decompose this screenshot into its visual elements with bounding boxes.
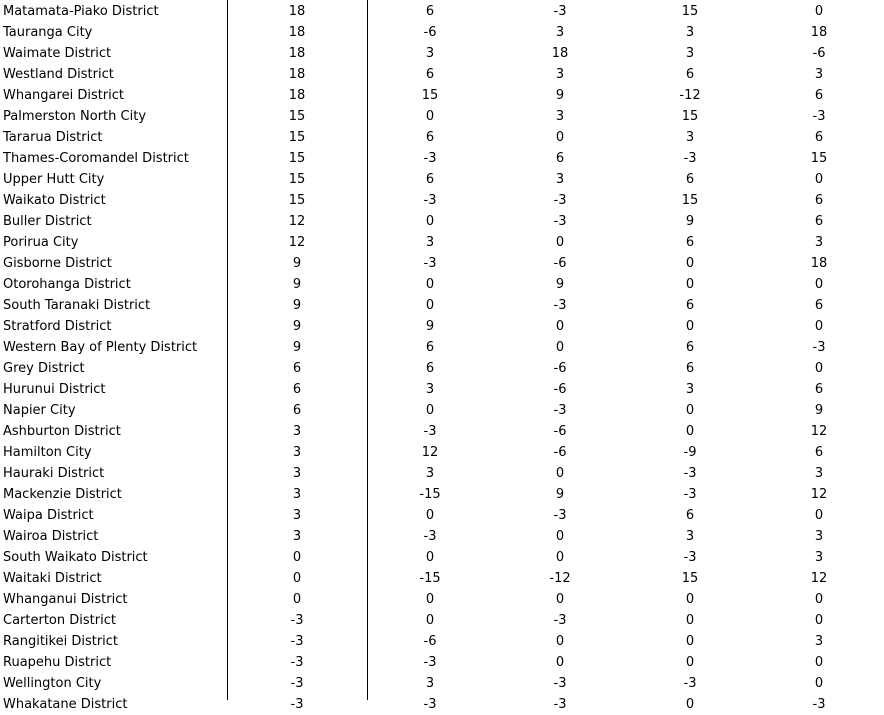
value-cell[interactable]: -3 <box>683 151 697 166</box>
district-name-cell[interactable]: Napier City <box>3 403 76 418</box>
value-cell[interactable]: 0 <box>685 319 695 334</box>
value-cell[interactable]: 3 <box>292 424 302 439</box>
value-cell[interactable]: 0 <box>814 4 824 19</box>
value-cell[interactable]: 0 <box>425 298 435 313</box>
value-cell[interactable]: 3 <box>292 445 302 460</box>
value-cell[interactable]: 0 <box>814 676 824 691</box>
value-cell[interactable]: -3 <box>290 613 304 628</box>
value-cell[interactable]: 18 <box>810 25 828 40</box>
value-cell[interactable]: 9 <box>814 403 824 418</box>
value-cell[interactable]: 9 <box>292 256 302 271</box>
value-cell[interactable]: 0 <box>292 592 302 607</box>
district-name-cell[interactable]: Waitaki District <box>3 571 102 586</box>
value-cell[interactable]: 3 <box>292 487 302 502</box>
value-cell[interactable]: 18 <box>288 25 306 40</box>
value-cell[interactable]: 0 <box>425 550 435 565</box>
value-cell[interactable]: 15 <box>421 88 439 103</box>
value-cell[interactable]: 15 <box>288 109 306 124</box>
district-name-cell[interactable]: Mackenzie District <box>3 487 122 502</box>
district-name-cell[interactable]: Whakatane District <box>3 697 128 712</box>
district-name-cell[interactable]: Stratford District <box>3 319 112 334</box>
value-cell[interactable]: -6 <box>423 634 437 649</box>
value-cell[interactable]: 0 <box>555 340 565 355</box>
value-cell[interactable]: 6 <box>292 361 302 376</box>
value-cell[interactable]: 0 <box>555 319 565 334</box>
value-cell[interactable]: 6 <box>425 4 435 19</box>
value-cell[interactable]: 12 <box>421 445 439 460</box>
value-cell[interactable]: -3 <box>812 109 826 124</box>
value-cell[interactable]: -3 <box>423 151 437 166</box>
value-cell[interactable]: 0 <box>685 592 695 607</box>
value-cell[interactable]: 0 <box>555 130 565 145</box>
table-row <box>0 85 884 106</box>
table-row <box>0 274 884 295</box>
value-cell[interactable]: 6 <box>425 172 435 187</box>
district-name-cell[interactable]: South Taranaki District <box>3 298 151 313</box>
value-cell[interactable]: 18 <box>288 46 306 61</box>
value-cell[interactable]: 9 <box>555 277 565 292</box>
table-row <box>0 316 884 337</box>
value-cell[interactable]: 9 <box>425 319 435 334</box>
value-cell[interactable]: 6 <box>685 172 695 187</box>
district-name-cell[interactable]: Hamilton City <box>3 445 92 460</box>
value-cell[interactable]: 3 <box>555 109 565 124</box>
table-row <box>0 253 884 274</box>
table-row <box>0 610 884 631</box>
value-cell[interactable]: 6 <box>685 361 695 376</box>
value-cell[interactable]: 6 <box>685 235 695 250</box>
value-cell[interactable]: 6 <box>685 508 695 523</box>
value-cell[interactable]: 6 <box>814 214 824 229</box>
value-cell[interactable]: -3 <box>290 697 304 712</box>
value-cell[interactable]: 3 <box>292 508 302 523</box>
table-row <box>0 463 884 484</box>
value-cell[interactable]: -3 <box>553 298 567 313</box>
value-cell[interactable]: -3 <box>423 256 437 271</box>
value-cell[interactable]: -3 <box>553 697 567 712</box>
value-cell[interactable]: 3 <box>685 25 695 40</box>
value-cell[interactable]: 15 <box>681 571 699 586</box>
value-cell[interactable]: 3 <box>685 529 695 544</box>
value-cell[interactable]: 0 <box>685 655 695 670</box>
value-cell[interactable]: -3 <box>553 214 567 229</box>
district-name-cell[interactable]: Matamata-Piako District <box>3 4 159 19</box>
table-row <box>0 400 884 421</box>
value-cell[interactable]: 6 <box>814 130 824 145</box>
value-cell[interactable]: 0 <box>555 466 565 481</box>
table-row <box>0 484 884 505</box>
district-name-cell[interactable]: Waikato District <box>3 193 106 208</box>
table-row <box>0 421 884 442</box>
value-cell[interactable]: 0 <box>425 508 435 523</box>
value-cell[interactable]: -6 <box>553 424 567 439</box>
value-cell[interactable]: 15 <box>681 4 699 19</box>
value-cell[interactable]: 0 <box>555 634 565 649</box>
value-cell[interactable]: -6 <box>812 46 826 61</box>
table-row <box>0 358 884 379</box>
value-cell[interactable]: 3 <box>555 67 565 82</box>
value-cell[interactable]: 6 <box>292 382 302 397</box>
value-cell[interactable]: 3 <box>292 529 302 544</box>
district-name-cell[interactable]: Waimate District <box>3 46 112 61</box>
table-row <box>0 127 884 148</box>
value-cell[interactable]: -3 <box>553 613 567 628</box>
value-cell[interactable]: 9 <box>685 214 695 229</box>
table-row <box>0 442 884 463</box>
district-name-cell[interactable]: Otorohanga District <box>3 277 131 292</box>
value-cell[interactable]: 9 <box>292 340 302 355</box>
value-cell[interactable]: -6 <box>553 382 567 397</box>
value-cell[interactable]: 6 <box>685 340 695 355</box>
value-cell[interactable]: -3 <box>423 193 437 208</box>
value-cell[interactable]: 3 <box>425 466 435 481</box>
table-row <box>0 337 884 358</box>
value-cell[interactable]: 3 <box>425 235 435 250</box>
value-cell[interactable]: 3 <box>814 529 824 544</box>
value-cell[interactable]: -3 <box>683 466 697 481</box>
table-row <box>0 694 884 715</box>
district-name-cell[interactable]: Whangarei District <box>3 88 125 103</box>
value-cell[interactable]: -3 <box>812 340 826 355</box>
value-cell[interactable]: 0 <box>555 592 565 607</box>
value-cell[interactable]: 0 <box>425 592 435 607</box>
value-cell[interactable]: 0 <box>425 214 435 229</box>
value-cell[interactable]: -6 <box>423 25 437 40</box>
value-cell[interactable]: 3 <box>814 235 824 250</box>
value-cell[interactable]: 0 <box>685 613 695 628</box>
value-cell[interactable]: 12 <box>810 487 828 502</box>
value-cell[interactable]: 9 <box>555 487 565 502</box>
value-cell[interactable]: 0 <box>555 550 565 565</box>
table-row <box>0 673 884 694</box>
value-cell[interactable]: 0 <box>425 109 435 124</box>
value-cell[interactable]: -3 <box>423 655 437 670</box>
table-row <box>0 211 884 232</box>
value-cell[interactable]: 18 <box>288 4 306 19</box>
table-row <box>0 505 884 526</box>
value-cell[interactable]: 0 <box>292 550 302 565</box>
value-cell[interactable]: 3 <box>555 172 565 187</box>
value-cell[interactable]: 12 <box>810 424 828 439</box>
value-cell[interactable]: 3 <box>814 634 824 649</box>
value-cell[interactable]: 3 <box>814 550 824 565</box>
table-row <box>0 64 884 85</box>
value-cell[interactable]: 6 <box>425 340 435 355</box>
district-name-cell[interactable]: Western Bay of Plenty District <box>3 340 198 355</box>
value-cell[interactable]: -3 <box>423 697 437 712</box>
value-cell[interactable]: 0 <box>425 403 435 418</box>
table-row <box>0 148 884 169</box>
value-cell[interactable]: 12 <box>288 214 306 229</box>
value-cell[interactable]: 0 <box>425 613 435 628</box>
value-cell[interactable]: 0 <box>685 403 695 418</box>
value-cell[interactable]: 15 <box>288 130 306 145</box>
value-cell[interactable]: 6 <box>814 445 824 460</box>
value-cell[interactable]: -3 <box>290 655 304 670</box>
value-cell[interactable]: -12 <box>679 88 701 103</box>
value-cell[interactable]: 6 <box>814 88 824 103</box>
value-cell[interactable]: 12 <box>810 571 828 586</box>
district-name-cell[interactable]: Palmerston North City <box>3 109 147 124</box>
district-name-cell[interactable]: South Waikato District <box>3 550 148 565</box>
value-cell[interactable]: 15 <box>288 172 306 187</box>
table-row <box>0 43 884 64</box>
table-row <box>0 631 884 652</box>
value-cell[interactable]: -3 <box>423 529 437 544</box>
value-cell[interactable]: 0 <box>814 361 824 376</box>
value-cell[interactable]: 6 <box>685 298 695 313</box>
value-cell[interactable]: 0 <box>685 277 695 292</box>
district-name-cell[interactable]: Thames-Coromandel District <box>3 151 189 166</box>
value-cell[interactable]: 0 <box>814 319 824 334</box>
district-name-cell[interactable]: Tauranga City <box>3 25 93 40</box>
district-name-cell[interactable]: Ashburton District <box>3 424 121 439</box>
value-cell[interactable]: -3 <box>553 676 567 691</box>
value-cell[interactable]: 3 <box>685 130 695 145</box>
value-cell[interactable]: -3 <box>683 676 697 691</box>
value-cell[interactable]: -3 <box>553 403 567 418</box>
value-cell[interactable]: -3 <box>812 697 826 712</box>
table-row <box>0 547 884 568</box>
value-cell[interactable]: 0 <box>685 424 695 439</box>
value-cell[interactable]: 9 <box>292 277 302 292</box>
district-name-cell[interactable]: Whanganui District <box>3 592 128 607</box>
district-name-cell[interactable]: Waipa District <box>3 508 94 523</box>
value-cell[interactable]: 6 <box>292 403 302 418</box>
value-cell[interactable]: -3 <box>553 193 567 208</box>
value-cell[interactable]: -15 <box>419 487 441 502</box>
table-row <box>0 379 884 400</box>
value-cell[interactable]: -6 <box>553 361 567 376</box>
value-cell[interactable]: 0 <box>814 172 824 187</box>
value-cell[interactable]: 0 <box>814 277 824 292</box>
value-cell[interactable]: -3 <box>553 508 567 523</box>
table-row <box>0 106 884 127</box>
district-name-cell[interactable]: Gisborne District <box>3 256 112 271</box>
table-row <box>0 22 884 43</box>
value-cell[interactable]: 6 <box>555 151 565 166</box>
value-cell[interactable]: -3 <box>683 550 697 565</box>
value-cell[interactable]: -9 <box>683 445 697 460</box>
value-cell[interactable]: 3 <box>425 46 435 61</box>
table-row <box>0 526 884 547</box>
value-cell[interactable]: 18 <box>551 46 569 61</box>
value-cell[interactable]: 18 <box>288 67 306 82</box>
district-name-cell[interactable]: Upper Hutt City <box>3 172 105 187</box>
value-cell[interactable]: 0 <box>814 655 824 670</box>
value-cell[interactable]: 6 <box>814 193 824 208</box>
value-cell[interactable]: 9 <box>292 298 302 313</box>
district-name-cell[interactable]: Ruapehu District <box>3 655 112 670</box>
value-cell[interactable]: -3 <box>290 676 304 691</box>
district-name-cell[interactable]: Porirua City <box>3 235 79 250</box>
table-row <box>0 652 884 673</box>
value-cell[interactable]: 3 <box>425 382 435 397</box>
value-cell[interactable]: 3 <box>685 46 695 61</box>
value-cell[interactable]: 0 <box>685 634 695 649</box>
table-row <box>0 190 884 211</box>
value-cell[interactable]: 15 <box>681 109 699 124</box>
district-name-cell[interactable]: Hauraki District <box>3 466 105 481</box>
value-cell[interactable]: 0 <box>814 592 824 607</box>
value-cell[interactable]: 0 <box>814 508 824 523</box>
value-cell[interactable]: 15 <box>681 193 699 208</box>
district-name-cell[interactable]: Grey District <box>3 361 85 376</box>
value-cell[interactable]: -3 <box>553 4 567 19</box>
value-cell[interactable]: 0 <box>814 613 824 628</box>
value-cell[interactable]: 6 <box>425 361 435 376</box>
table-row <box>0 232 884 253</box>
value-cell[interactable]: -6 <box>553 445 567 460</box>
district-name-cell[interactable]: Westland District <box>3 67 114 82</box>
value-cell[interactable]: 6 <box>814 382 824 397</box>
value-cell[interactable]: -12 <box>549 571 571 586</box>
value-cell[interactable]: 6 <box>425 130 435 145</box>
value-cell[interactable]: 0 <box>555 235 565 250</box>
value-cell[interactable]: -6 <box>553 256 567 271</box>
district-name-cell[interactable]: Buller District <box>3 214 92 229</box>
value-cell[interactable]: 0 <box>292 571 302 586</box>
value-cell[interactable]: -3 <box>290 634 304 649</box>
value-cell[interactable]: 0 <box>685 697 695 712</box>
value-cell[interactable]: 9 <box>292 319 302 334</box>
district-name-cell[interactable]: Rangitikei District <box>3 634 119 649</box>
value-cell[interactable]: 0 <box>425 277 435 292</box>
value-cell[interactable]: 12 <box>288 235 306 250</box>
value-cell[interactable]: 0 <box>555 655 565 670</box>
value-cell[interactable]: 3 <box>555 25 565 40</box>
value-cell[interactable]: 18 <box>288 88 306 103</box>
value-cell[interactable]: 15 <box>288 193 306 208</box>
value-cell[interactable]: 3 <box>292 466 302 481</box>
value-cell[interactable]: 3 <box>685 382 695 397</box>
value-cell[interactable]: 0 <box>685 256 695 271</box>
district-name-cell[interactable]: Carterton District <box>3 613 116 628</box>
value-cell[interactable]: 0 <box>555 529 565 544</box>
table-row <box>0 169 884 190</box>
table-row <box>0 568 884 589</box>
district-name-cell[interactable]: Wellington City <box>3 676 102 691</box>
value-cell[interactable]: -3 <box>683 487 697 502</box>
district-name-cell[interactable]: Hurunui District <box>3 382 106 397</box>
value-cell[interactable]: 9 <box>555 88 565 103</box>
table-row <box>0 1 884 22</box>
value-cell[interactable]: 6 <box>814 298 824 313</box>
table-row <box>0 295 884 316</box>
value-cell[interactable]: 3 <box>425 676 435 691</box>
value-cell[interactable]: 18 <box>810 256 828 271</box>
value-cell[interactable]: 3 <box>814 67 824 82</box>
value-cell[interactable]: -3 <box>423 424 437 439</box>
value-cell[interactable]: 6 <box>685 67 695 82</box>
value-cell[interactable]: -15 <box>419 571 441 586</box>
value-cell[interactable]: 6 <box>425 67 435 82</box>
district-name-cell[interactable]: Tararua District <box>3 130 103 145</box>
table-row <box>0 589 884 610</box>
value-cell[interactable]: 3 <box>814 466 824 481</box>
value-cell[interactable]: 15 <box>810 151 828 166</box>
value-cell[interactable]: 15 <box>288 151 306 166</box>
district-name-cell[interactable]: Wairoa District <box>3 529 99 544</box>
